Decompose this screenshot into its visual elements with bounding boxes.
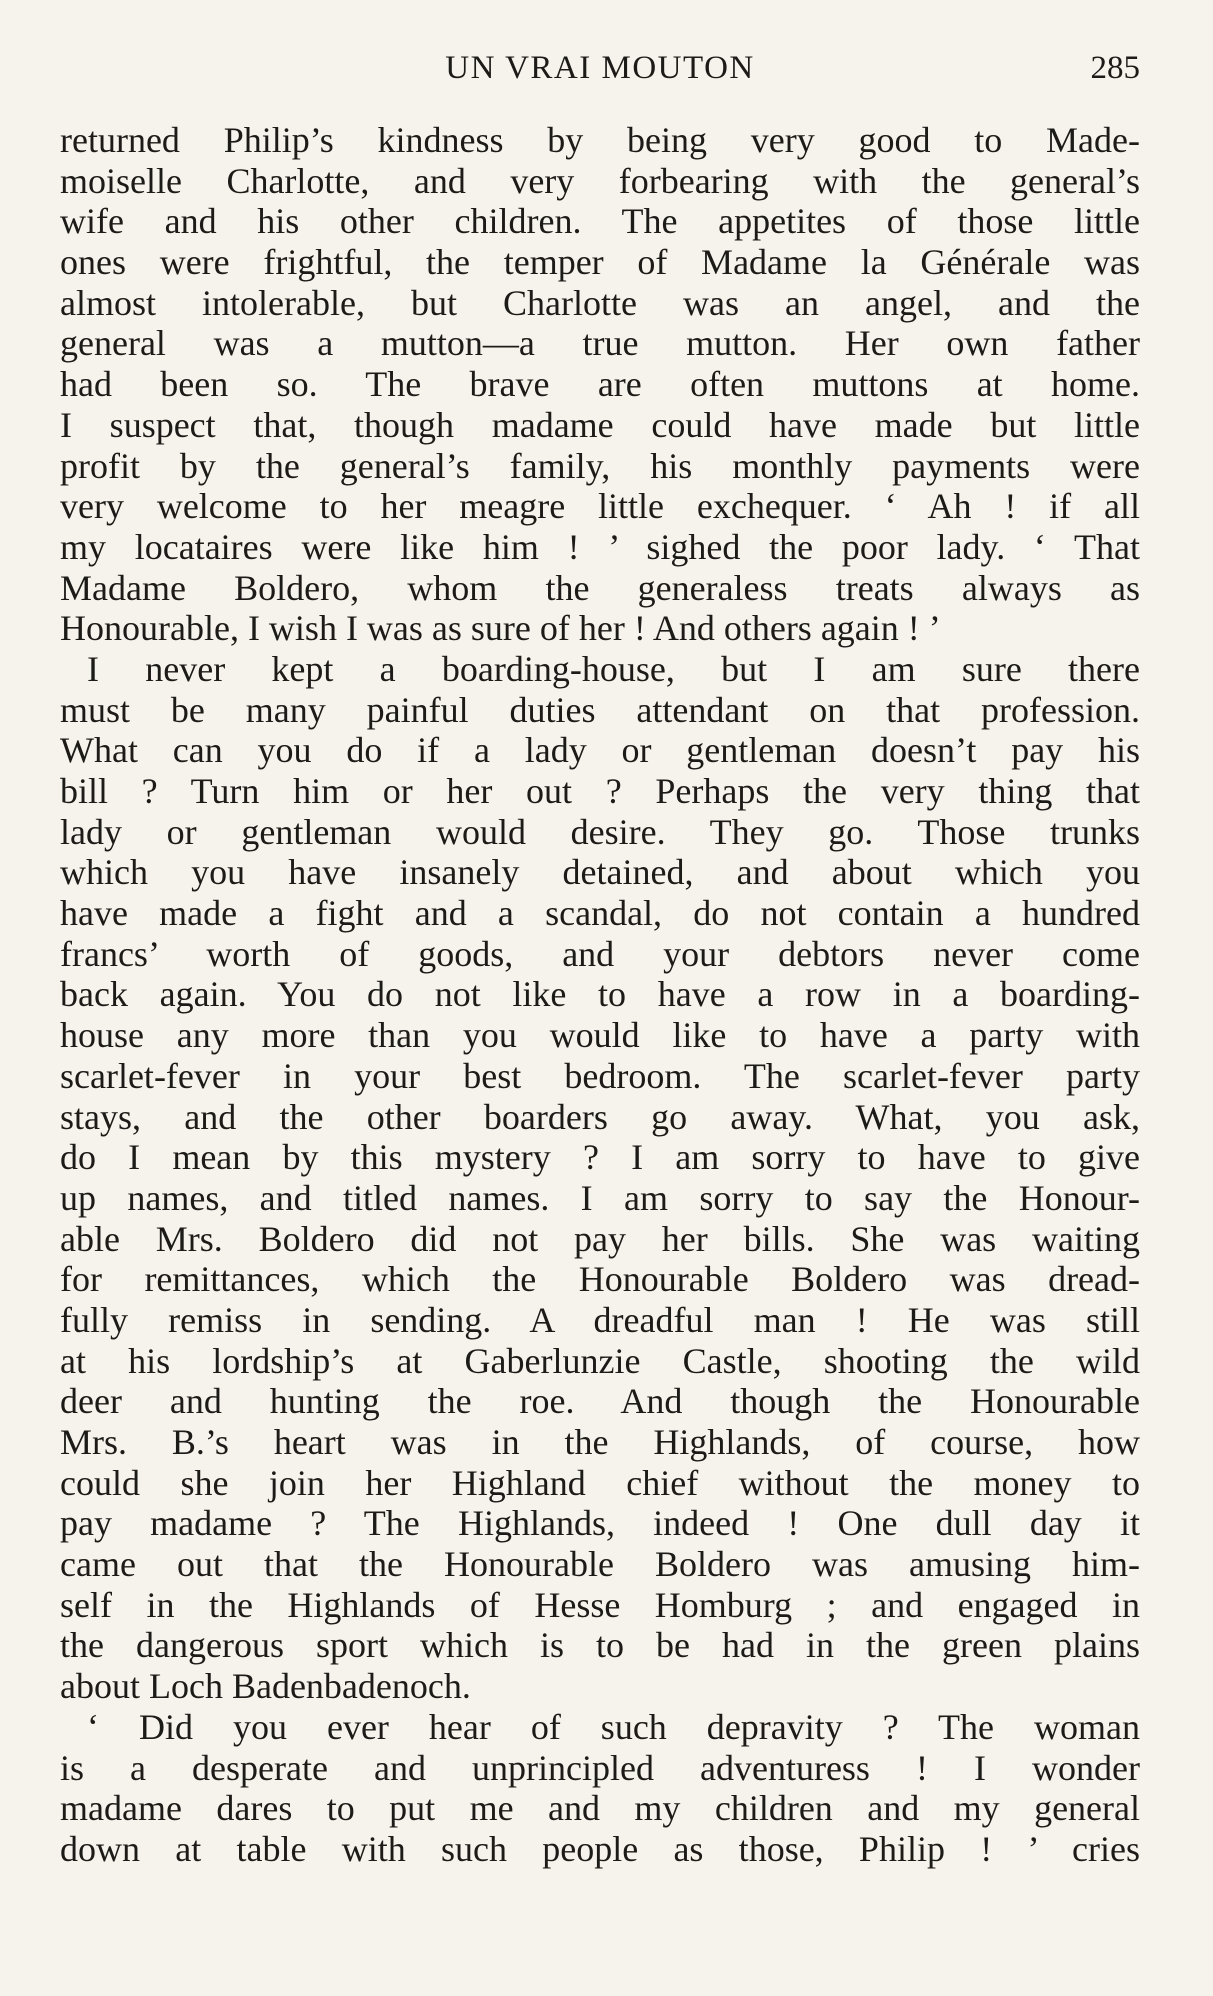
text-line: wife and his other children. The appetites of those little: [60, 201, 1140, 242]
text-line: must be many painful duties attendant on that profession.: [60, 689, 1140, 730]
text-line: pay madame ? The Highlands, indeed ! One dull day it: [60, 1503, 1140, 1544]
text-line: about Loch Badenbadenoch.: [60, 1666, 471, 1707]
text-line: fully remiss in sending. A dreadful man ! He was still: [60, 1299, 1140, 1340]
text-line: at his lordship’s at Gaberlunzie Castle, shooting the wild: [60, 1340, 1140, 1381]
text-line: almost intolerable, but Charlotte was an angel, and the: [60, 282, 1140, 323]
text-line: stays, and the other boarders go away. What, you ask,: [60, 1096, 1140, 1137]
text-line: What can you do if a lady or gentleman doesn’t pay his: [60, 730, 1140, 771]
text-line: my locataires were like him ! ’ sighed the poor lady. ‘ That: [60, 526, 1140, 567]
text-line: I suspect that, though madame could have made but little: [60, 404, 1140, 445]
text-line: general was a mutton—a true mutton. Her own father: [60, 323, 1140, 364]
text-line: profit by the general’s family, his monthly payments were: [60, 445, 1140, 486]
text-line: very welcome to her meagre little exchequer. ‘ Ah ! if all: [60, 486, 1140, 527]
text-line: returned Philip’s kindness by being very good to Made-: [60, 120, 1140, 160]
text-line: francs’ worth of goods, and your debtors never come: [60, 933, 1140, 974]
paragraph-start-line: I never kept a boarding-house, but I am sure there: [87, 648, 1140, 689]
text-line: deer and hunting the roe. And though the Honourable: [60, 1381, 1140, 1422]
text-line: came out that the Honourable Boldero was amusing him-: [60, 1544, 1140, 1585]
body-text: [60, 120, 1140, 1870]
text-line: self in the Highlands of Hesse Homburg ; and engaged in: [60, 1584, 1140, 1625]
text-line: scarlet-fever in your best bedroom. The scarlet-fever party: [60, 1055, 1140, 1096]
text-line: back again. You do not like to have a row in a boarding-: [60, 974, 1140, 1015]
running-head: [60, 44, 1140, 92]
text-line: Madame Boldero, whom the generaless treats always as: [60, 567, 1140, 608]
text-line: Honourable, I wish I was as sure of her ! And others again ! ’: [60, 608, 941, 649]
text-line: down at table with such people as those, Philip ! ’ cries: [60, 1828, 1140, 1869]
text-line: able Mrs. Boldero did not pay her bills. She was waiting: [60, 1218, 1140, 1259]
text-line: Mrs. B.’s heart was in the Highlands, of course, how: [60, 1422, 1140, 1462]
text-line: have made a fight and a scandal, do not contain a hundred: [60, 893, 1140, 934]
text-line: do I mean by this mystery ? I am sorry to have to give: [60, 1137, 1140, 1178]
text-line: ones were frightful, the temper of Madame la Générale was: [60, 242, 1140, 283]
text-line: moiselle Charlotte, and very forbearing with the general’s: [60, 160, 1140, 201]
text-line: could she join her Highland chief without the money to: [60, 1462, 1140, 1503]
text-line: is a desperate and unprincipled adventuress ! I wonder: [60, 1747, 1140, 1788]
text-line: for remittances, which the Honourable Boldero was dread-: [60, 1259, 1140, 1300]
text-line: madame dares to put me and my children and my general: [60, 1788, 1140, 1829]
text-line: bill ? Turn him or her out ? Perhaps the very thing that: [60, 771, 1140, 811]
text-line: house any more than you would like to have a party with: [60, 1015, 1140, 1056]
text-line: the dangerous sport which is to be had in the green plains: [60, 1625, 1140, 1666]
page-number: 285: [1090, 50, 1140, 86]
text-line: had been so. The brave are often muttons at home.: [60, 364, 1140, 405]
paragraph-start-line: ‘ Did you ever hear of such depravity ? The woman: [87, 1706, 1140, 1747]
running-title: UN VRAI MOUTON: [445, 50, 755, 86]
text-line: lady or gentleman would desire. They go. Those trunks: [60, 811, 1140, 852]
text-line: up names, and titled names. I am sorry to say the Honour-: [60, 1177, 1140, 1218]
text-line: which you have insanely detained, and about which you: [60, 852, 1140, 893]
